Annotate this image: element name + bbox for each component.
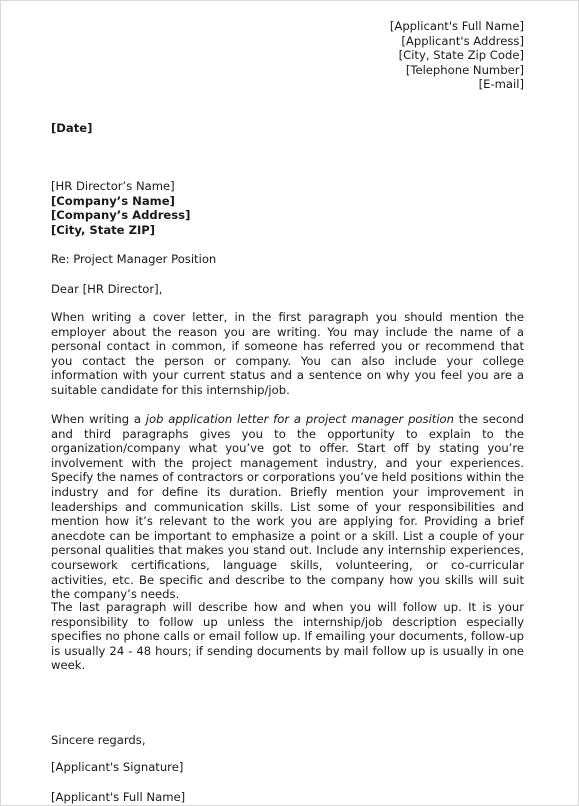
recipient-company-name: [Company’s Name] [51, 193, 175, 208]
sender-address: [Applicant's Address] [401, 33, 524, 48]
paragraph-2-rest: the second and third paragraphs gives you to the opportunity to explain to the organization/company what you’ve got to offer. Start off by stating you’re involvement with the project management industry, and your experiences. Specify the names of contractors or corporations you’ve held positions within the industry and for define its duration. Briefly mention your improvement in leaderships and communication skills. List some of your responsibilities and mention how it’s relevant to the work you are applying for. Providing a brief anecdote can be important to emphasize a point or a skill. List a couple of your personal qualities that makes you stand out. Include any internship experiences, coursework certifications, language skills, volunteering, or co-curricular activities, etc. Be specific and describe to the company how you skills will suit the company’s needs. [51, 412, 524, 602]
subject-line: Re: Project Manager Position [51, 252, 217, 266]
body-paragraph-3: The last paragraph will describe how and when you will follow up. It is your responsibility to follow up unless the internship/job description especially specifies no phone calls or email follow up. If emailing your documents, follow-up is usually 24 - 48 hours; if sending documents by mail follow up is usually in one week. [51, 600, 524, 673]
signature-placeholder: [Applicant's Signature] [51, 760, 184, 774]
recipient-city-state-zip: [City, State ZIP] [51, 222, 156, 237]
paragraph-2-prefix: When writing a [51, 412, 146, 426]
recipient-address-block [51, 179, 190, 237]
paragraph-2-emphasis: job application letter for a project manager position [145, 412, 454, 426]
sender-telephone: [Telephone Number] [405, 62, 524, 77]
sender-full-name: [Applicant's Full Name] [389, 19, 524, 33]
recipient-company-address: [Company’s Address] [51, 208, 191, 223]
sender-city-state-zip: [City, State Zip Code] [398, 48, 524, 63]
signoff-full-name: [Applicant's Full Name] [51, 790, 186, 804]
sender-address-block [390, 19, 524, 92]
recipient-hr-director: [HR Director’s Name] [51, 179, 175, 193]
sender-email: [E-mail] [478, 77, 524, 92]
closing: Sincere regards, [51, 733, 146, 747]
letter-date: [Date] [51, 121, 93, 135]
salutation: Dear [HR Director], [51, 282, 163, 296]
body-paragraph-1: When writing a cover letter, in the first paragraph you should mention the employer about the reason you are writing. You may include the name of a personal contact in common, if someone has referred you or recommend that you contact the person or company. You can also include your college information with your current status and a sentence on why you feel you are a suitable candidate for this internship/job. [51, 310, 524, 397]
body-paragraph-2 [51, 412, 524, 602]
